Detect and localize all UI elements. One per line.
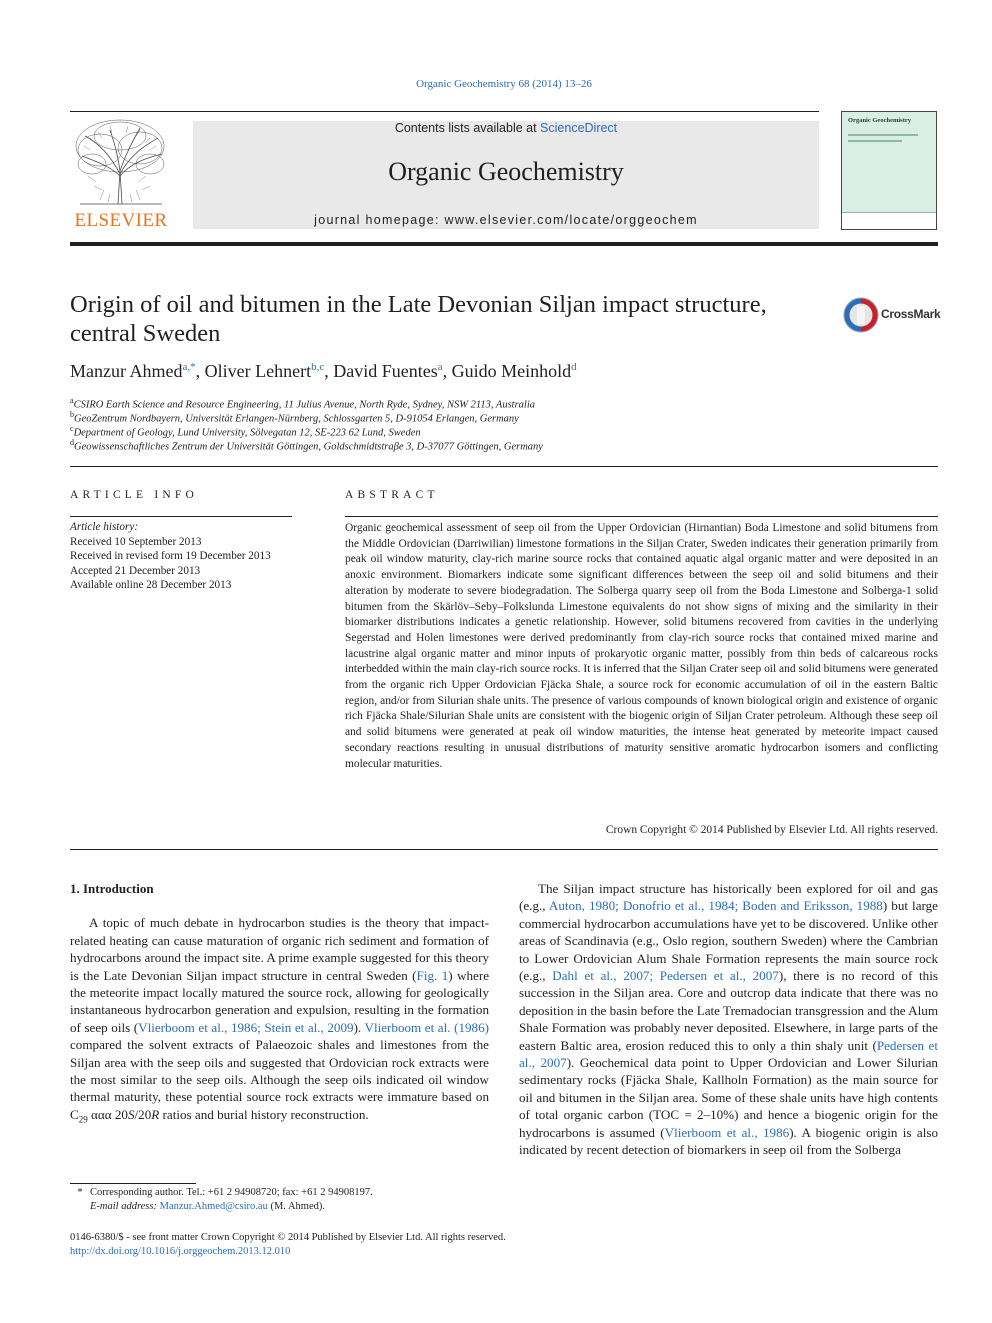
author-list: Manzur Ahmed$^{a,*}$, Oliver Lehnert$^{b,c}$, David Fuentes$^a$, Guido Meinhold$^d$ xyxy=(70,361,577,381)
article-info-heading: ARTICLE INFO xyxy=(70,489,198,501)
abstract-copyright: Crown Copyright © 2014 Published by Elsevier Ltd. All rights reserved. xyxy=(605,824,938,836)
journal-title: Organic Geochemistry xyxy=(388,157,624,186)
citation-link[interactable]: Vlierboom et al. (1986) xyxy=(364,1019,489,1035)
article-history xyxy=(70,520,310,593)
header-rule xyxy=(70,111,819,112)
author-name[interactable]: David Fuentes xyxy=(333,361,438,381)
journal-homepage: journal homepage: www.elsevier.com/locate/orggeochem xyxy=(314,213,698,227)
journal-citation[interactable]: Organic Geochemistry 68 (2014) 13–26 xyxy=(416,78,592,90)
sciencedirect-link[interactable]: ScienceDirect xyxy=(540,121,618,135)
asterisk-icon: * xyxy=(77,1187,83,1198)
doi-link[interactable]: http://dx.doi.org/10.1016/j.orggeochem.2013.12.010 xyxy=(70,1246,291,1257)
cover-footer xyxy=(842,212,936,229)
citation-link[interactable]: Vlierboom et al., 1986; Stein et al., 2009 xyxy=(138,1019,354,1035)
citation-link[interactable]: Vlierboom et al., 1986 xyxy=(664,1124,790,1140)
crossmark-label[interactable]: CrossMark xyxy=(881,307,941,321)
revised-date: Received in revised form 19 December 2013 xyxy=(70,550,271,563)
body-column-left xyxy=(70,880,489,1129)
abstract-text: Organic geochemical assessment of seep oil from the Upper Ordovician (Hirnantian) Boda Limestone and solid bitumens from the Middle Ordovician (Darriwilian) limestone formations in the Siljan Crater, Sweden indicates their generation primarily from peak oil window maturity, clay-rich marine source rocks that contained aquatic algal organic matter and were deposited in an anoxic environment. Biomarkers indicate some significant differences between the seep oil and solid bitumens and their alteration by moderate to severe biodegradation. The Solberga quarry seep oil from the Boda Limestone and Solberga-1 solid bitumen from the Skärlöv–Seby–Folkslunda Limestone equivalents do not show signs of mixing and the similarity in their biomarker distributions indicates a genetic relationship. However, solid bitumens recovered from cavities in the underlying Segerstad and Holen limestones were derived predominantly from clay-rich source rocks that contained mixed marine and lacustrine algal organic matter and minor inputs of prokaryotic organic matter, possibly from thin beds of calcareous rocks interbedded within the main clay-rich source rocks. It is inferred that the Siljan Crater seep oil and solid bitumens were generated from the organic rich Upper Ordovician Fjäcka Shale, a source rock for economic accumulation of oil in the eastern Baltic region, and/or from Silurian shale units. The presence of various compounds of known biological origin and existence of organic rich Fjäcka Shale/Silurian Shale units are consistent with the biogenic origin of Siljan Crater petroleum. Although these seep oil and solid bitumens were generated at peak oil window maturities, the intense heat generated by meteorite impact caused secondary reactions resulting in unusual distributions of maturity sensitive aromatic hydrocarbon isomers and conflicting molecular maturities. xyxy=(345,522,938,770)
affiliation: $^c$Department of Geology, Lund University, Sölvegatan 12, SE-223 62 Lund, Sweden xyxy=(70,424,421,439)
accepted-date: Accepted 21 December 2013 xyxy=(70,564,201,577)
section-heading: 1. Introduction xyxy=(70,881,154,896)
email-link[interactable]: Manzur.Ahmed@csiro.au xyxy=(159,1201,268,1212)
footnote-rule xyxy=(70,1183,196,1184)
elsevier-wordmark: ELSEVIER xyxy=(74,210,168,231)
article-title: Origin of oil and bitumen in the Late Devonian Siljan impact structure, central Sweden xyxy=(70,291,767,347)
received-date: Received 10 September 2013 xyxy=(70,535,202,548)
citation-link[interactable]: Auton, 1980; Donofrio et al., 1984; Boden and Eriksson, 1988 xyxy=(548,898,883,914)
abstract-heading: ABSTRACT xyxy=(345,489,439,501)
citation-link[interactable]: Dahl et al., 2007; Pedersen et al., 2007 xyxy=(552,968,779,984)
history-label: Article history: xyxy=(70,521,139,533)
paragraph: The Siljan impact structure has historically been explored for oil and gas (e.g., Auton, 1980; Donofrio et al., 1984; Boden and Eriksson, 1988) but large commercial hydrocarbon accumulations have yet to be discovered. Unlike other areas of Scandinavia (e.g., Oslo region, southern Sweden) where the Cambrian to Lower Ordovician Alum Shale Formation represents the main source rock (e.g., Dahl et al., 2007; Pedersen et al., 2007), there is no record of this succession in the Siljan area. Core and outcrop data indicate that there was no deposition in the basin before the Late Tremadocian transgression and the Alum Shale Formation was probably never deposited. Elsewhere, in large parts of the eastern Baltic area, erosion reduced this to only a thin shaly unit (Pedersen et al., 2007). Geochemical data point to Upper Ordovician and Lower Silurian sedimentary rocks (Fjäcka Shale, Kallholn Formation) as the main source for oil and bitumen in the Siljan area. Some of these shale units have high contents of total organic carbon (TOC = 2–10%) and hence a biogenic origin for the hydrocarbons is assumed (Vlierboom et al., 1986). A biogenic origin is also indicated by recent detection of biomarkers in seep oil from the Solberga xyxy=(519,881,939,1158)
author-affiliation-marker[interactable]: a,* xyxy=(182,361,196,373)
author-affiliation-marker[interactable]: b,c xyxy=(311,361,325,373)
homepage-link[interactable]: www.elsevier.com/locate/orggeochem xyxy=(444,213,698,227)
paragraph: A topic of much debate in hydrocarbon studies is the theory that impact-related heating can cause maturation of organic rich sediment and formation of hydrocarbons around the impact site. A prime example suggested for this theory is the Late Devonian Siljan impact structure in central Sweden (Fig. 1) where the meteorite impact locally matured the source rock, allowing for geologically instantaneous hydrocarbon generation and expulsion, resulting in the formation of seep oils (Vlierboom et al., 1986; Stein et al., 2009). Vlierboom et al. (1986) compared the solvent extracts of Palaeozoic shales and limestones from the Siljan area with the seep oils and suggested that Ordovician rock extracts were the most similar to the seep oils. Although the seep oils indicated oil window thermal maturity, these potential source rock extracts were immature based on $C_{29}$ ααα 20S/20R ratios and burial history reconstruction. xyxy=(70,915,490,1125)
crossmark-icon[interactable] xyxy=(843,297,879,333)
body-column-right xyxy=(519,880,938,1159)
online-date: Available online 28 December 2013 xyxy=(70,579,232,592)
cover-line xyxy=(848,140,902,142)
author-name[interactable]: Guido Meinhold xyxy=(451,361,572,381)
citation-link[interactable]: Pedersen et al., 2007 xyxy=(519,1037,939,1071)
affiliation: $^b$GeoZentrum Nordbayern, Universität Erlangen-Nürnberg, Schlossgarten 5, D-91054 Erlangen, Germany xyxy=(70,410,519,425)
affiliation: $^d$Geowissenschaftliches Zentrum der Universität Göttingen, Goldschmidtstraβe 3, D-37077 Göttingen, Germany xyxy=(70,438,543,453)
corresponding-author-note: * Corresponding author. Tel.: +61 2 94908720; fax: +61 2 94908197. xyxy=(70,1186,510,1200)
author-name[interactable]: Manzur Ahmed xyxy=(70,361,183,381)
author-name[interactable]: Oliver Lehnert xyxy=(204,361,312,381)
divider xyxy=(70,466,938,467)
author-affiliation-marker[interactable]: d xyxy=(571,361,577,373)
divider xyxy=(70,849,938,850)
cover-line xyxy=(848,134,918,136)
cover-title: Organic Geochemistry xyxy=(848,117,911,124)
email-note: E-mail address: Manzur.Ahmed@csiro.au (M. Ahmed). xyxy=(90,1201,326,1212)
affiliation: $^a$CSIRO Earth Science and Resource Engineering, 11 Julius Avenue, North Ryde, Sydney, NSW 2113, Australia xyxy=(70,396,535,411)
author-affiliation-marker[interactable]: a xyxy=(437,361,443,373)
journal-cover-thumbnail[interactable] xyxy=(841,111,937,230)
figure-link[interactable]: Fig. 1 xyxy=(416,967,449,983)
header-thick-rule xyxy=(70,242,938,246)
contents-line: Contents lists available at ScienceDirect xyxy=(394,121,618,135)
divider xyxy=(70,516,292,517)
issn-line: 0146-6380/$ - see front matter Crown Copyright © 2014 Published by Elsevier Ltd. All rights reserved. xyxy=(70,1232,506,1243)
divider xyxy=(345,516,938,517)
